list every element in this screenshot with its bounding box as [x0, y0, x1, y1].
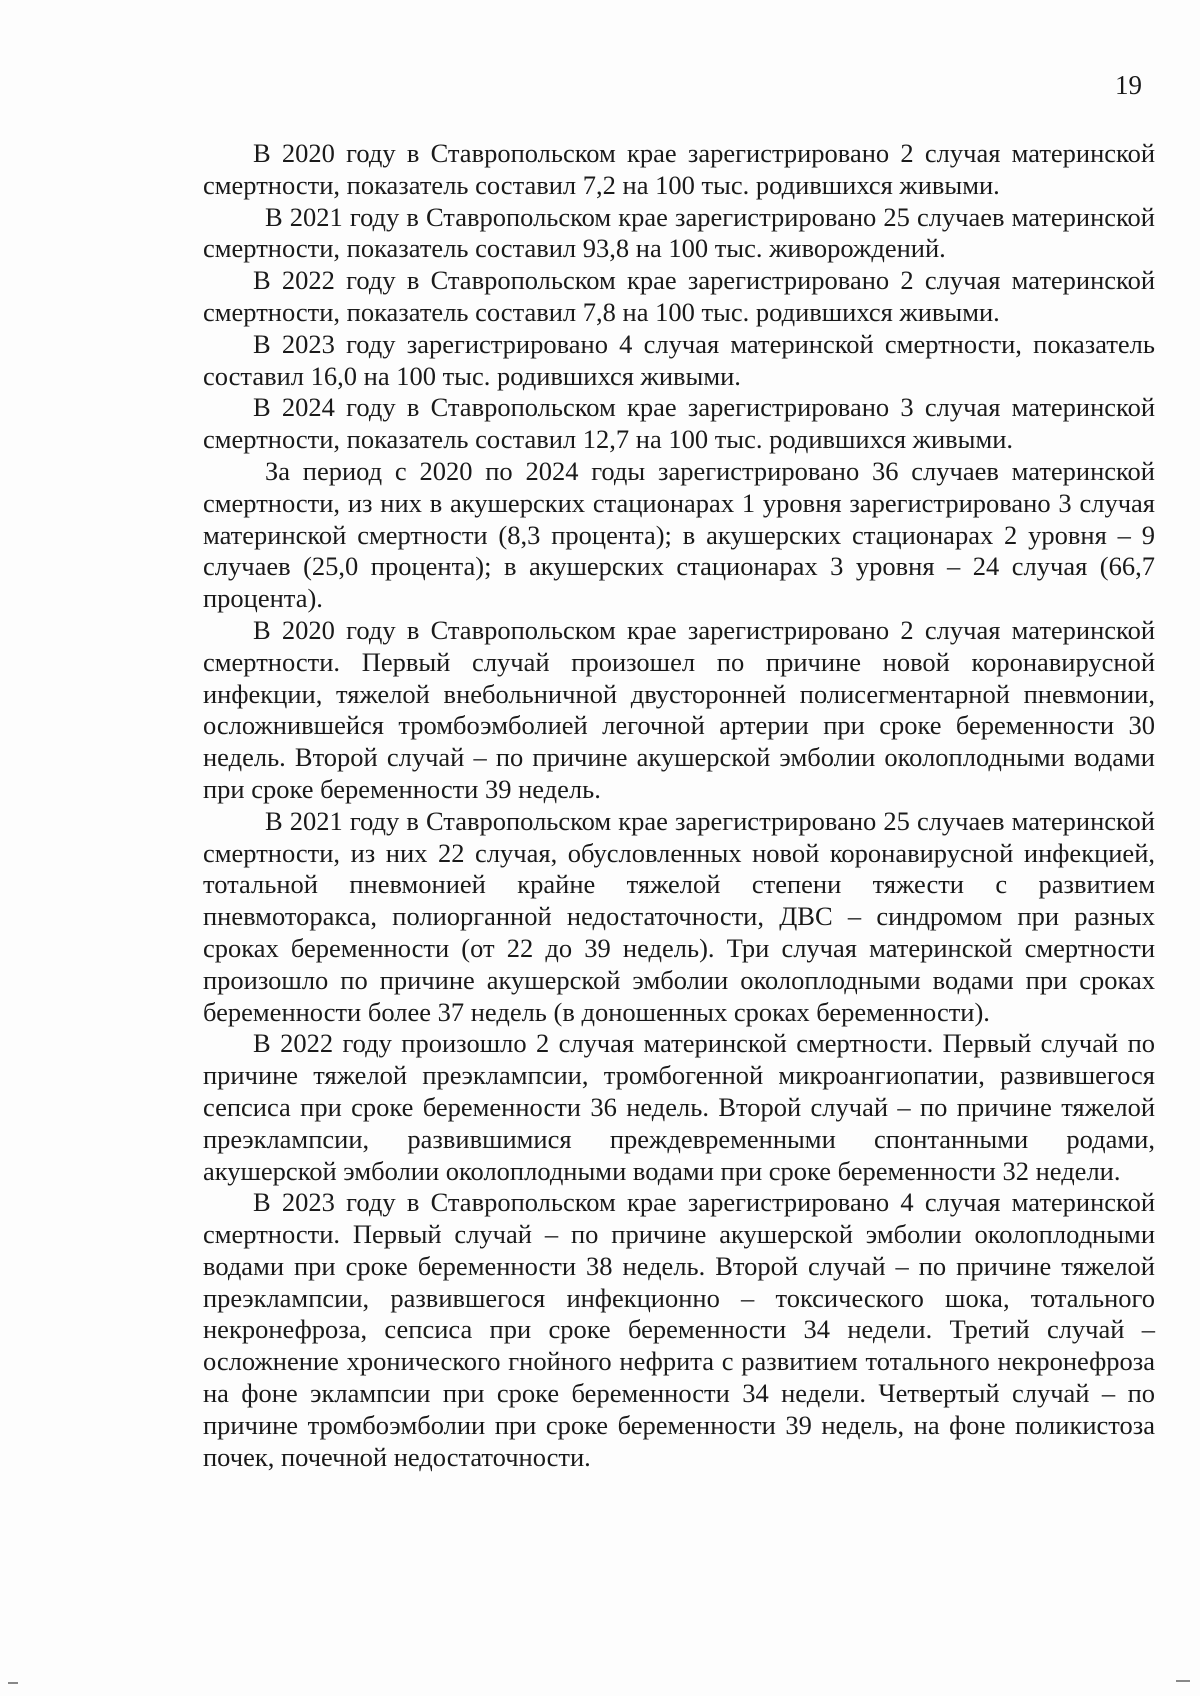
scan-artifact-right [1176, 1680, 1190, 1682]
paragraph-2023-summary: В 2023 году зарегистрировано 4 случая материнской смертности, показатель составил 16,0 на 100 тыс. родившихся живыми. [203, 328, 1155, 391]
page-number: 19 [1115, 70, 1142, 100]
document-body [203, 138, 1155, 1473]
paragraph-2022-details: В 2022 году произошло 2 случая материнской смертности. Первый случай по причине тяжелой преэклампсии, тромбогенной микроангиопатии, развившегося сепсиса при сроке беременности 36 недель. Второй случай – по причине тяжелой преэклампсии, развившимися преждевременными спонтанными родами, акушерской эмболии околоплодными водами при сроке беременности 32 недели. [203, 1028, 1155, 1186]
scan-artifact-left [8, 1682, 18, 1684]
paragraph-2021-summary: В 2021 году в Ставропольском крае зарегистрировано 25 случаев материнской смертности, показатель составил 93,8 на 100 тыс. живорождений. [203, 201, 1155, 264]
paragraph-2020-details: В 2020 году в Ставропольском крае зарегистрировано 2 случая материнской смертности. Первый случай произошел по причине новой коронавирусной инфекции, тяжелой внебольничной двусторонней полисегментарной пневмонии, осложнившейся тромбоэмболией легочной артерии при сроке беременности 30 недель. Второй случай – по причине акушерской эмболии околоплодными водами при сроке беременности 39 недель. [203, 614, 1155, 804]
paragraph-2022-summary: В 2022 году в Ставропольском крае зарегистрировано 2 случая материнской смертности, показатель составил 7,8 на 100 тыс. родившихся живыми. [203, 265, 1155, 327]
paragraph-2020-summary: В 2020 году в Ставропольском крае зарегистрировано 2 случая материнской смертности, показатель составил 7,2 на 100 тыс. родившихся живыми. [203, 138, 1155, 200]
paragraph-period-total: За период с 2020 по 2024 годы зарегистрировано 36 случаев материнской смертности, из них в акушерских стационарах 1 уровня зарегистрировано 3 случая материнской смертности (8,3 процента); в акушерских стационарах 2 уровня – 9 случаев (25,0 процента); в акушерских стационарах 3 уровня – 24 случая (66,7 процента). [203, 455, 1155, 614]
paragraph-2023-details: В 2023 году в Ставропольском крае зарегистрировано 4 случая материнской смертности. Первый случай – по причине акушерской эмболии околоплодными водами при сроке беременности 38 недель. Второй случай – по причине тяжелой преэклампсии, развившегося инфекционно – токсического шока, тотального некронефроза, сепсиса при сроке беременности 34 недели. Третий случай – осложнение хронического гнойного нефрита с развитием тотального некронефроза на фоне эклампсии при сроке беременности 34 недели. Четвертый случай – по причине тромбоэмболии при сроке беременности 39 недель, на фоне поликистоза почек, почечной недостаточности. [203, 1187, 1155, 1472]
paragraph-2021-details: В 2021 году в Ставропольском крае зарегистрировано 25 случаев материнской смертности, из них 22 случая, обусловленных новой коронавирусной инфекцией, тотальной пневмонией крайне тяжелой степени тяжести с развитием пневмоторакса, полиорганной недостаточности, ДВС – синдромом при разных сроках беременности (от 22 до 39 недель). Три случая материнской смертности произошло по причине акушерской эмболии околоплодными водами при сроках беременности более 37 недель (в доношенных сроках беременности). [203, 805, 1155, 1027]
paragraph-2024-summary: В 2024 году в Ставропольском крае зарегистрировано 3 случая материнской смертности, показатель составил 12,7 на 100 тыс. родившихся живыми. [203, 392, 1155, 455]
